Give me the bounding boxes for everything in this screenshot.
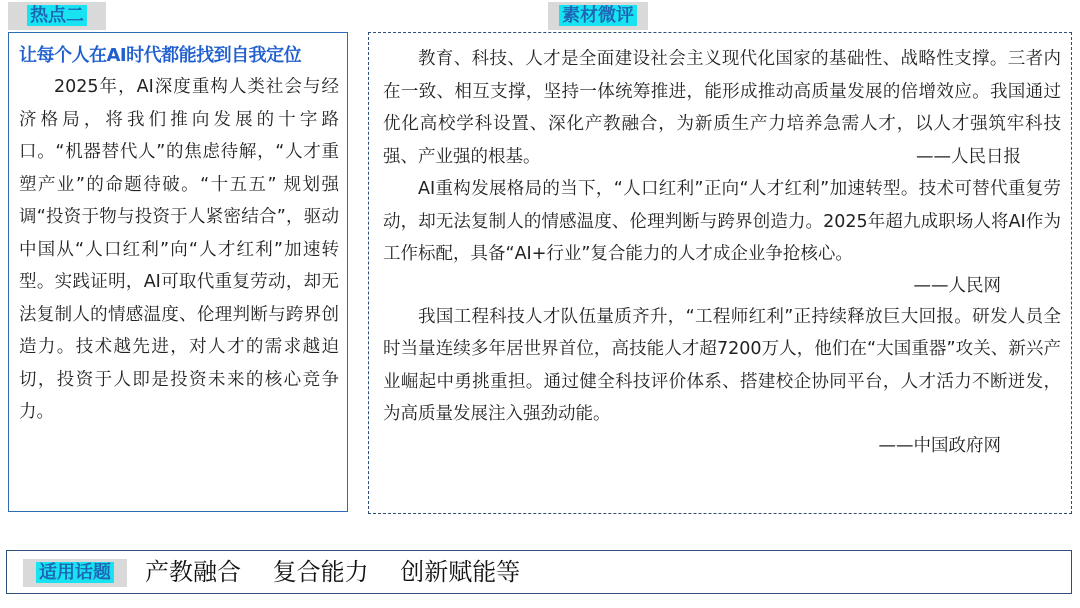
review-tag-label: 素材微评	[559, 5, 637, 26]
review-source-2: ——人民网	[913, 275, 1001, 296]
review-panel	[368, 32, 1072, 514]
topic-item: 产教融合	[145, 558, 241, 586]
review-tag	[548, 2, 648, 30]
hotspot-tag	[8, 2, 106, 30]
review-source-1: ——人民日报	[916, 146, 1021, 167]
topics-list	[145, 556, 544, 588]
topics-tag	[23, 559, 127, 587]
hotspot-title: 让每个人在AI时代都能找到自我定位	[19, 45, 302, 66]
hotspot-panel	[8, 32, 348, 512]
topics-bar	[6, 550, 1072, 594]
review-paragraph-3: 我国工程科技人才队伍量质齐升，“工程师红利”正持续释放巨大回报。研发人员全时当量连续多年居世界首位，高技能人才超7200万人，他们在“大国重器”攻关、新兴产业崛起中勇挑重担。通过健全科技评价体系、搭建校企协同平台，人才活力不断迸发，为高质量发展注入强劲动能。	[383, 306, 1061, 424]
topic-item: 创新赋能等	[400, 558, 521, 586]
topic-item: 复合能力	[272, 558, 369, 586]
topics-tag-label: 适用话题	[36, 562, 114, 583]
hotspot-body: 2025年，AI深度重构人类社会与经济格局，将我们推向发展的十字路口。“机器替代人”的焦虑待解，“人才重塑产业”的命题待破。“十五五” 规划强调“投资于物与投资于人紧密结合”，驱动中国从“人口红利”向“人才红利”加速转型。实践证明，AI可取代重复劳动，却无法复制人的情感温度、伦理判断与跨界创造力。技术越先进，对人才的需求越迫切，投资于人即是投资未来的核心竞争力。	[19, 77, 339, 422]
review-paragraph-2: AI重构发展格局的当下，“人口红利”正向“人才红利”加速转型。技术可替代重复劳动，却无法复制人的情感温度、伦理判断与跨界创造力。2025年超九成职场人将AI作为工作标配，具备“AI+行业”复合能力的人才成企业争抢核心。	[383, 179, 1061, 264]
review-paragraph-1-text: 教育、科技、人才是全面建设社会主义现代化国家的基础性、战略性支撑。三者内在一致、相互支撑，坚持一体统筹推进，能形成推动高质量发展的倍增效应。我国通过优化高校学科设置、深化产教融合，为新质生产力培养急需人才，以人才强筑牢科技强、产业强的根基。	[383, 49, 1061, 167]
hotspot-tag-label: 热点二	[27, 5, 87, 26]
review-paragraph-1	[383, 43, 1061, 173]
review-source-3: ——中国政府网	[878, 435, 1001, 456]
